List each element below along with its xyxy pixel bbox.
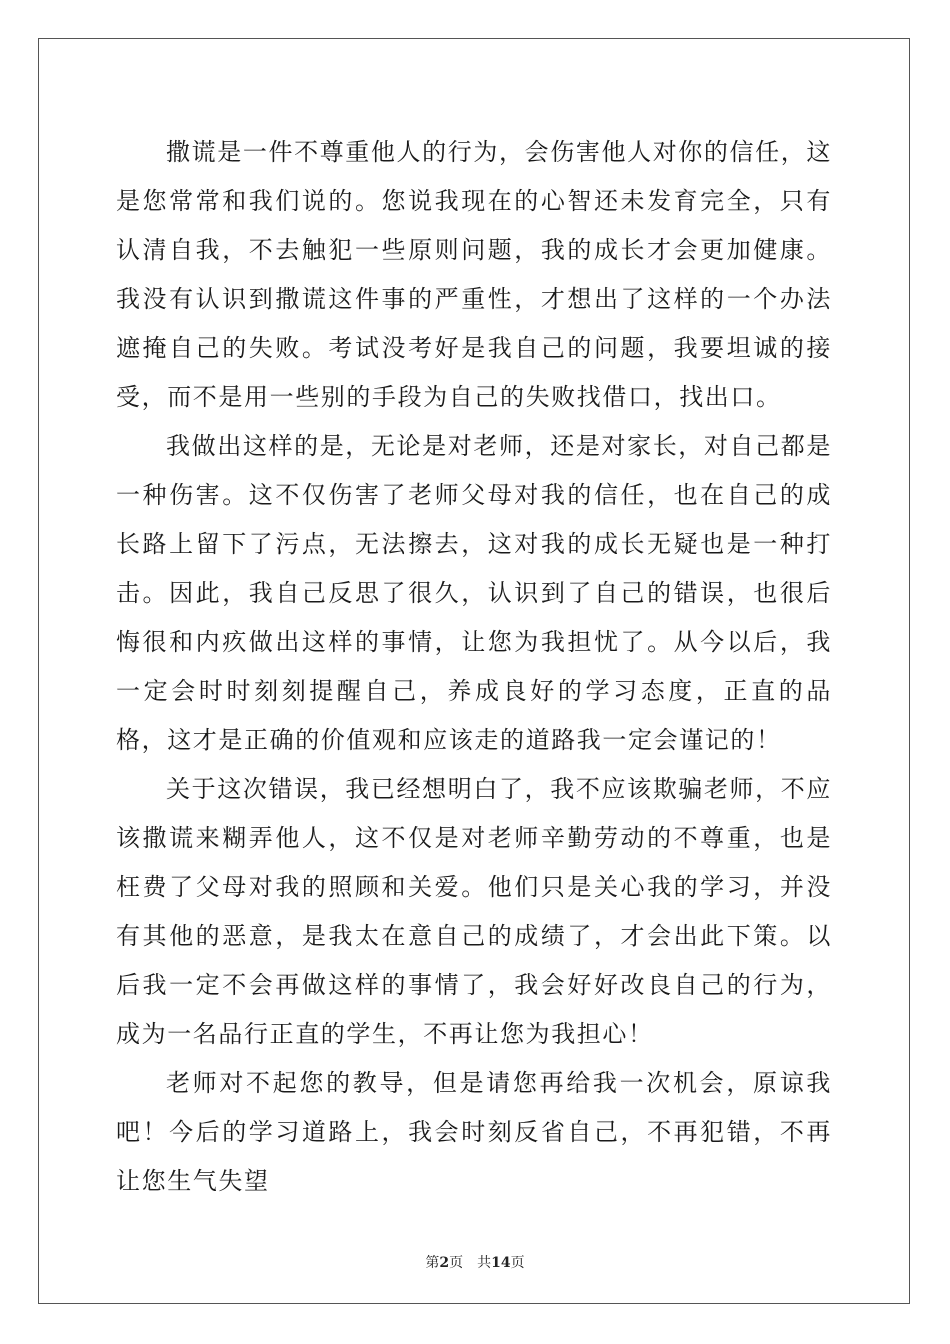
page-number-suffix: 页 bbox=[449, 1255, 464, 1271]
paragraph-2: 我做出这样的是，无论是对老师，还是对家长，对自己都是一种伤害。这不仅伤害了老师父母对我的信任，也在自己的成长路上留下了污点，无法擦去，这对我的成长无疑也是一种打击。因此，我自己反思了很久，认识到了自己的错误，也很后悔很和内疚做出这样的事情，让您为我担忧了。从今以后，我一定会时时刻刻提醒自己，养成良好的学习态度，正直的品格，这才是正确的价值观和应该走的道路我一定会谨记的！ bbox=[116, 432, 832, 754]
page-total-prefix: 共 bbox=[477, 1255, 492, 1271]
document-body bbox=[116, 128, 832, 1206]
paragraph-4: 老师对不起您的教导，但是请您再给我一次机会，原谅我吧！今后的学习道路上，我会时刻反省自己，不再犯错，不再让您生气失望 bbox=[116, 1069, 832, 1195]
page-footer bbox=[0, 1252, 950, 1272]
page-total-count: 14 bbox=[491, 1255, 511, 1271]
paragraph-3: 关于这次错误，我已经想明白了，我不应该欺骗老师，不应该撒谎来糊弄他人，这不仅是对老师辛勤劳动的不尊重，也是枉费了父母对我的照顾和关爱。他们只是关心我的学习，并没有其他的恶意，是我太在意自己的成绩了，才会出此下策。以后我一定不会再做这样的事情了，我会好好改良自己的行为，成为一名品行正直的学生，不再让您为我担心！ bbox=[116, 775, 832, 1048]
page-total-suffix: 页 bbox=[510, 1255, 525, 1271]
page-number-prefix: 第 bbox=[425, 1255, 440, 1271]
page-number-current: 2 bbox=[439, 1255, 450, 1271]
paragraph-1: 撒谎是一件不尊重他人的行为，会伤害他人对你的信任，这是您常常和我们说的。您说我现在的心智还未发育完全，只有认清自我，不去触犯一些原则问题，我的成长才会更加健康。我没有认识到撒谎这件事的严重性，才想出了这样的一个办法遮掩自己的失败。考试没考好是我自己的问题，我要坦诚的接受，而不是用一些别的手段为自己的失败找借口，找出口。 bbox=[116, 138, 832, 411]
